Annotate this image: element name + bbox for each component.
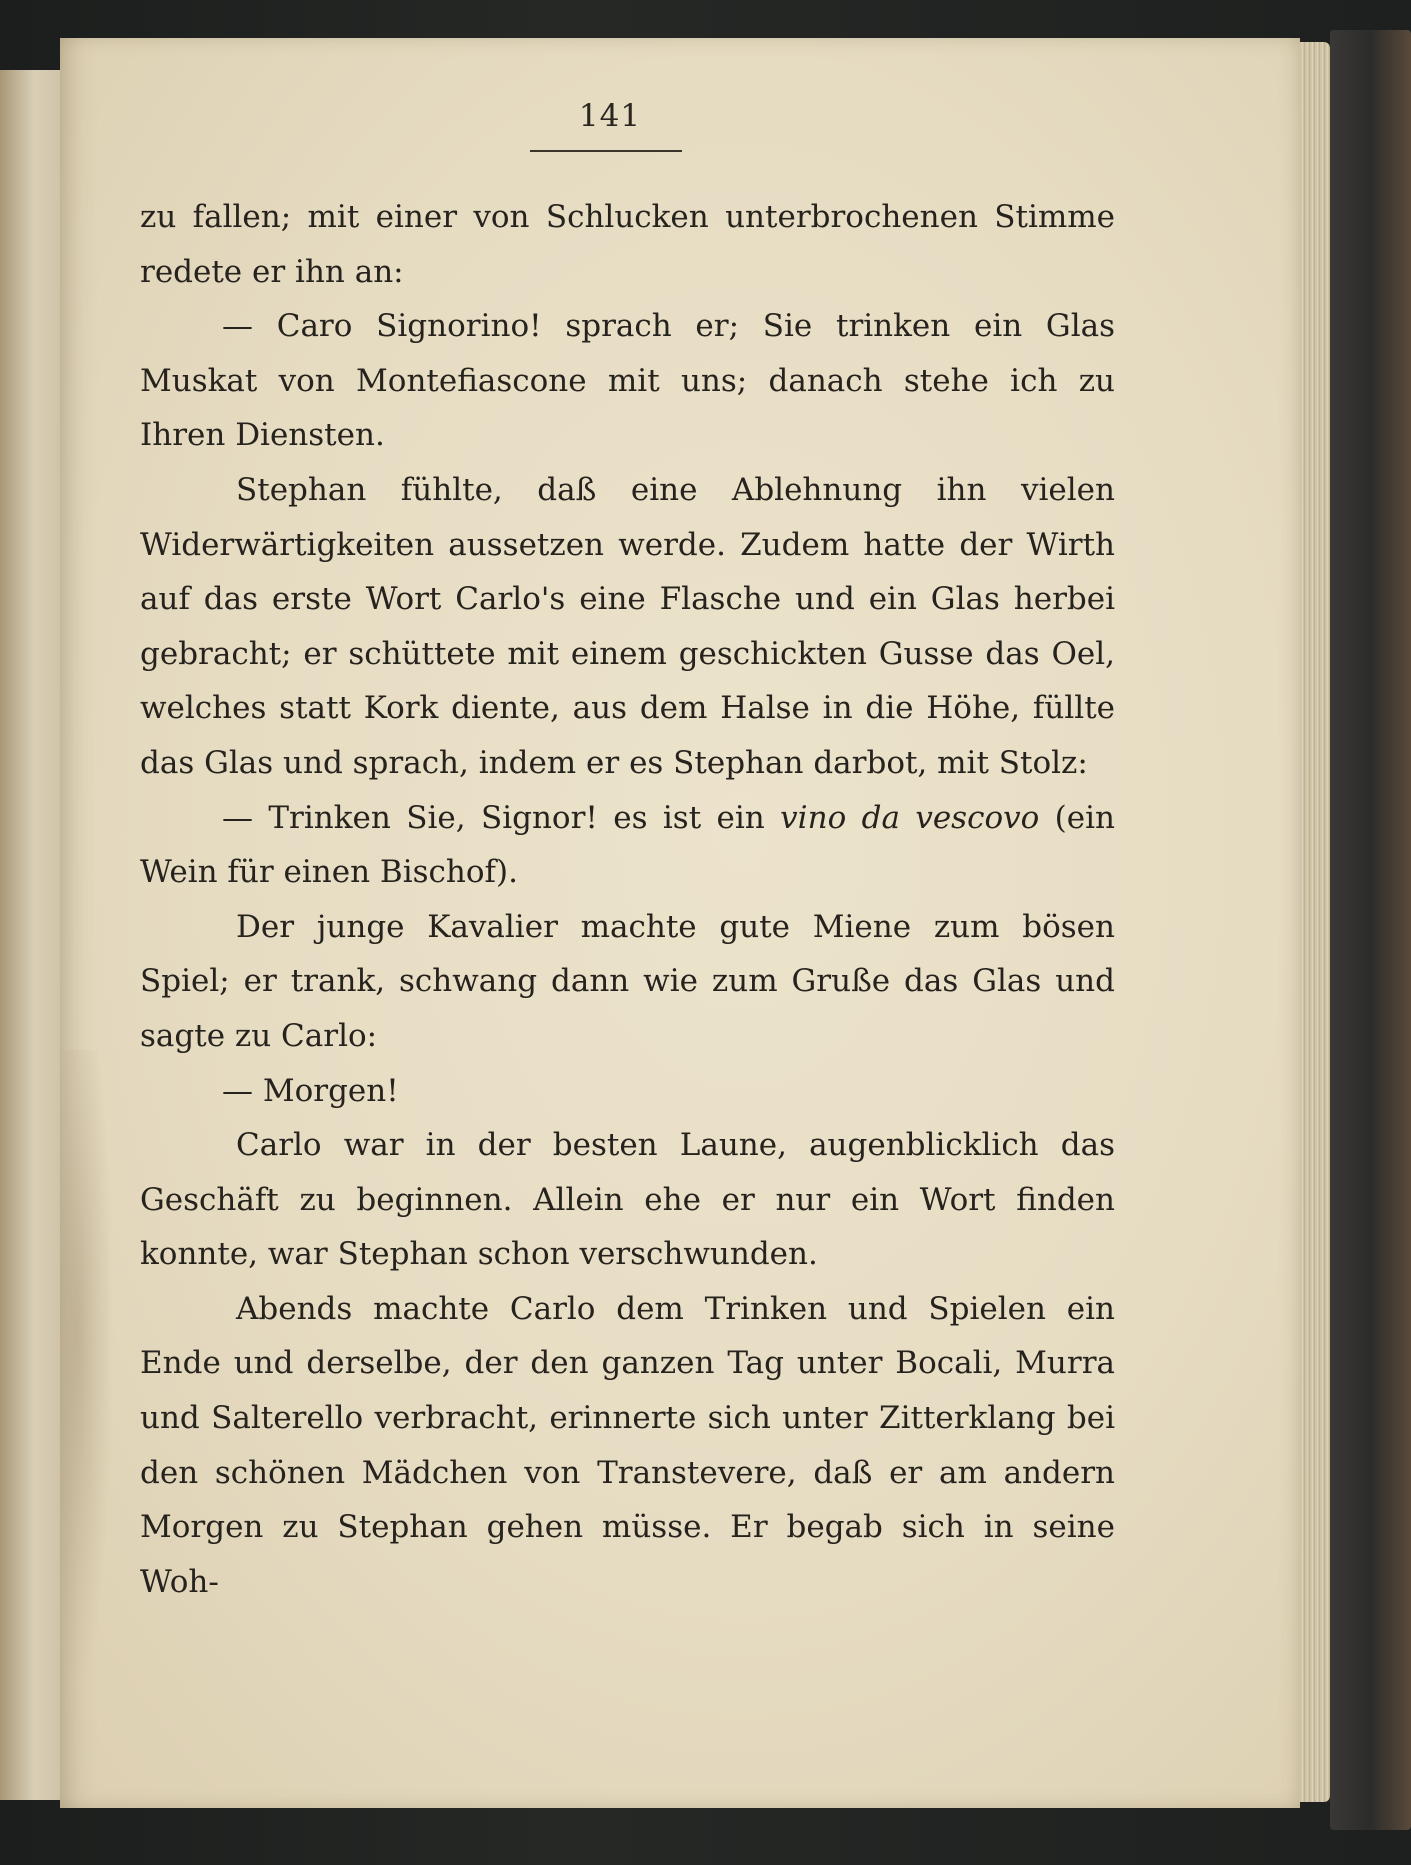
paragraph-5: Der junge Kavalier machte gute Miene zum bösen Spiel; er trank, schwang dann wie zum Gruße das Glas und sagte zu Carlo: (140, 908, 1115, 1054)
paragraph-4-end: (ein Wein für einen Bischof). (140, 799, 1115, 891)
paragraph-8: Abends machte Carlo dem Trinken und Spielen ein Ende und derselbe, der den ganzen Tag unter Bocali, Murra und Salterello verbracht, erinnerte sich unter Zitterklang bei den schönen Mädchen von Transtevere, daß er am andern Morgen zu Stephan gehen müsse. Er begab sich in seine Woh- (140, 1290, 1115, 1600)
body-text (140, 190, 1115, 1609)
book-cover-edge (1330, 30, 1411, 1830)
page-stain (60, 1050, 120, 1750)
page-number: 141 (578, 98, 642, 134)
paragraph-2: — Caro Signorino! sprach er; Sie trinken ein Glas Muskat von Montefiascone mit uns; danach stehe ich zu Ihren Diensten. (140, 308, 1115, 454)
emphasis-text: vino da vescovo (780, 799, 1040, 836)
page-leaves-edge (1296, 42, 1330, 1802)
header-rule (530, 150, 682, 152)
paragraph-4-start: — Trinken Sie, Signor! es ist ein (222, 799, 781, 836)
paragraph-1: zu fallen; mit einer von Schlucken unterbrochenen Stimme redete er ihn an: (140, 199, 1115, 290)
paragraph-4 (140, 791, 1115, 900)
facing-page-edge (0, 70, 64, 1800)
paragraph-6: — Morgen! (222, 1072, 399, 1109)
paragraph-3: Stephan fühlte, daß eine Ablehnung ihn vielen Widerwärtigkeiten aussetzen werde. Zudem hatte der Wirth auf das erste Wort Carlo's eine Flasche und ein Glas herbei gebracht; er schüttete mit einem geschickten Gusse das Oel, welches statt Kork diente, aus dem Halse in die Höhe, füllte das Glas und sprach, indem er es Stephan darbot, mit Stolz: (140, 471, 1115, 781)
paragraph-7: Carlo war in der besten Laune, augenblicklich das Geschäft zu beginnen. Allein ehe er nur ein Wort finden konnte, war Stephan schon verschwunden. (140, 1127, 1115, 1273)
